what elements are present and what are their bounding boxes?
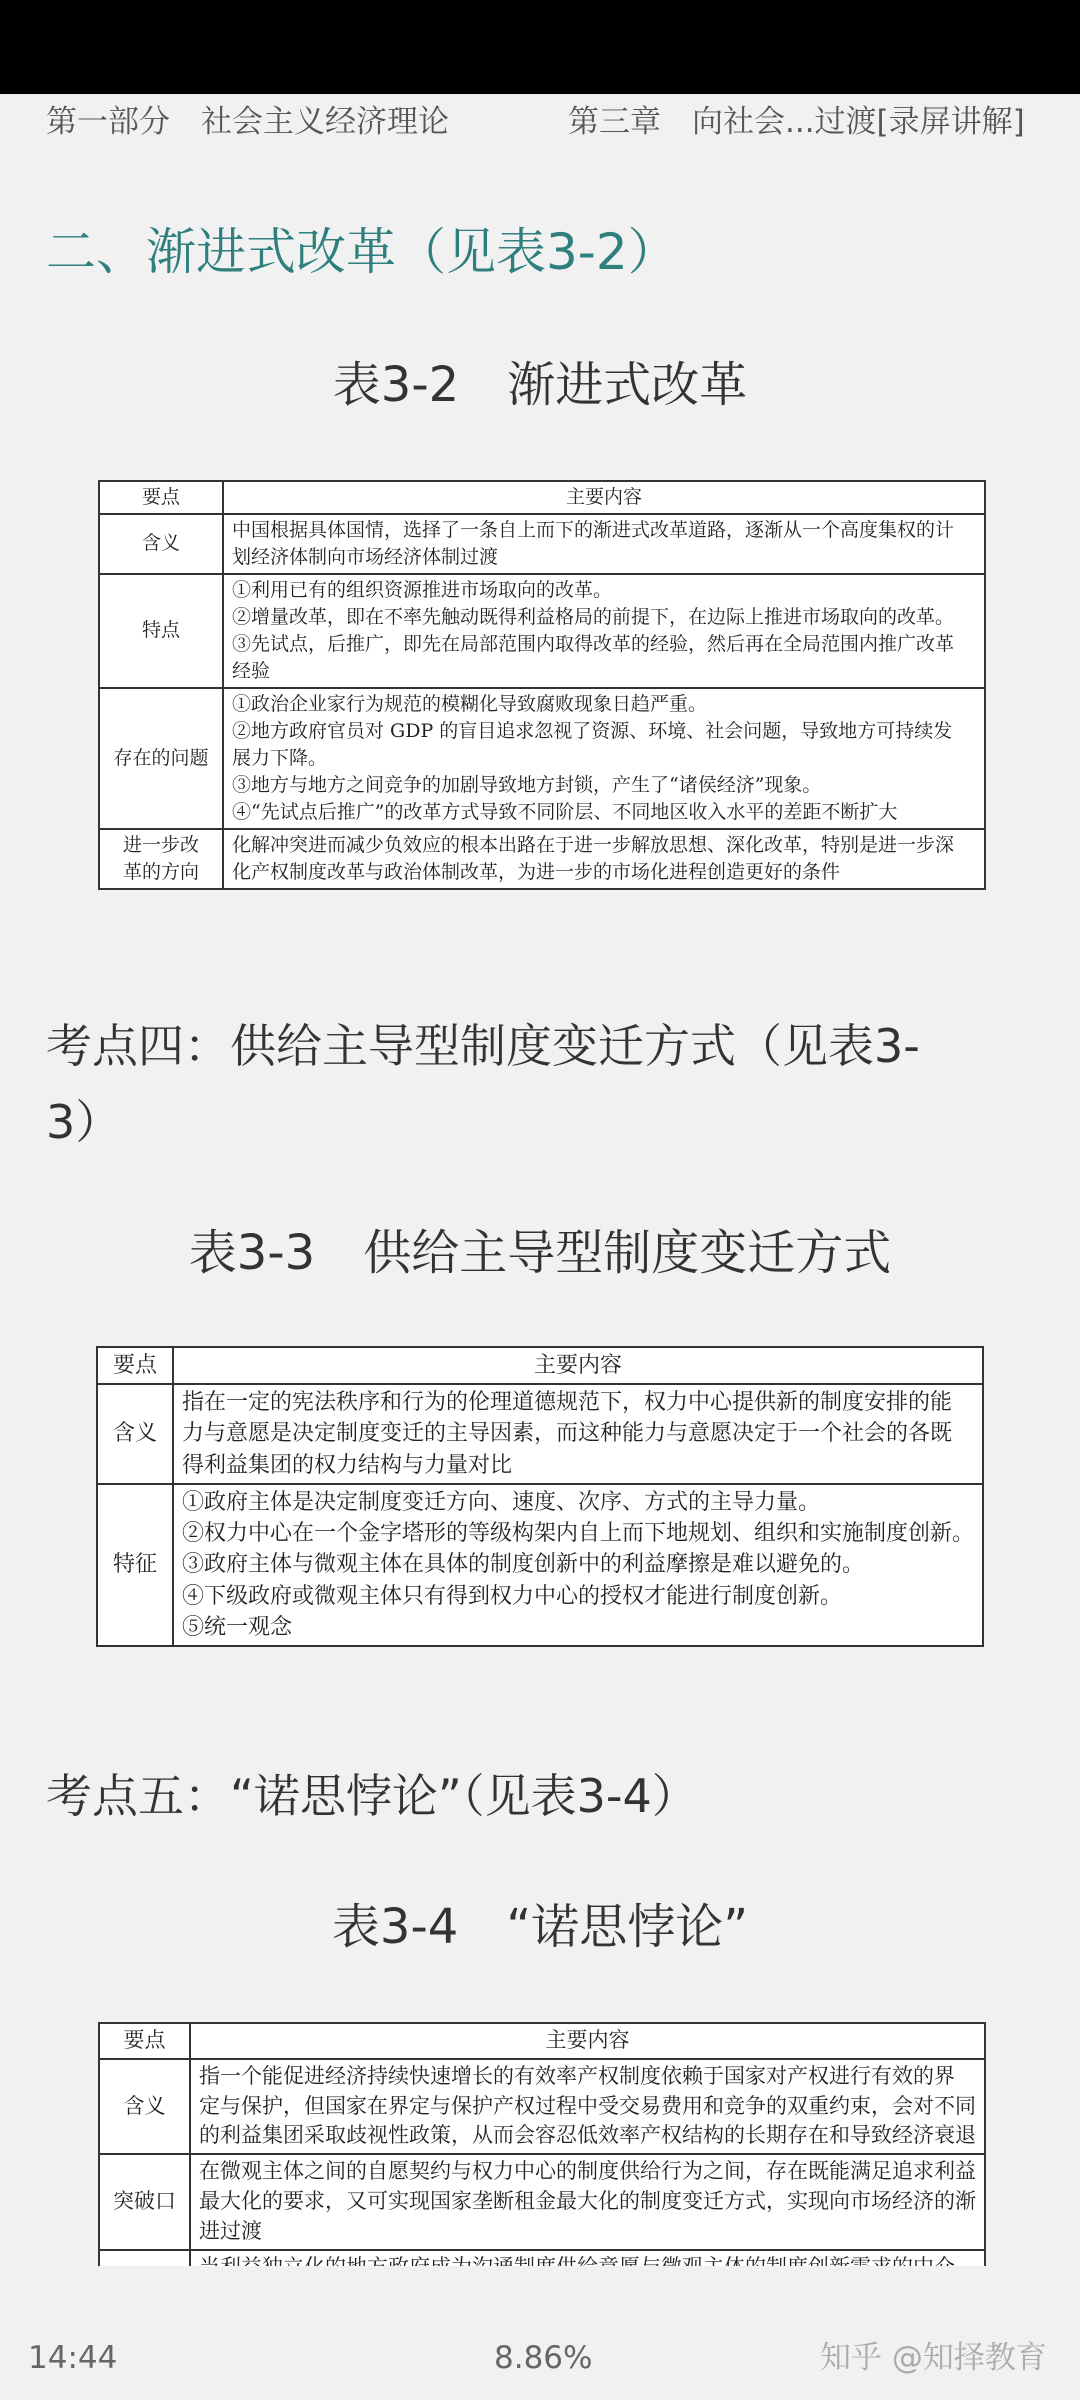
row-key-line: 革的方向: [122, 860, 199, 883]
table-header-row: [99, 481, 985, 514]
table-row: [99, 574, 985, 688]
section-heading: 二、渐进式改革（见表3-2）: [46, 223, 678, 281]
table-row: [97, 1484, 983, 1646]
chapter-title[interactable]: 第三章 向社会...过渡[录屏讲解]: [568, 104, 1025, 140]
table-row: [99, 2059, 985, 2154]
point-4-heading-line-2: 3）: [46, 1095, 122, 1149]
part-title: 第一部分 社会主义经济理论: [46, 104, 449, 140]
content-line: ④“先试点后推广”的改革方式导致不同阶层、不同地区收入水平的差距不断扩大: [232, 800, 898, 823]
row-key: [99, 829, 223, 889]
point-5-heading: 考点五：“诺思悖论”（见表3-4）: [46, 1769, 698, 1823]
row-key-line: 进一步改: [122, 833, 199, 856]
table-3-3-title: 表3-3 供给主导型制度变迁方式: [188, 1225, 892, 1281]
content-line: ⑤统一观念: [181, 1614, 292, 1640]
content-line: ③地方与地方之间竞争的加剧导致地方封锁，产生了“诸侯经济”现象。: [232, 773, 822, 796]
content-line: 进过渡: [199, 2218, 262, 2243]
table-row: [97, 1384, 983, 1484]
reader-header: [0, 94, 1080, 150]
content-line: 指在一定的宪法秩序和行为的伦理道德规范下，权力中心提供新的制度安排的能: [181, 1390, 952, 1416]
table-row: [99, 829, 985, 889]
content-line: 力与意愿是决定制度变迁的主导因素，而这种能力与意愿决定于一个社会的各既: [181, 1421, 952, 1447]
table-header-row: [97, 1347, 983, 1384]
col-header-content: 主要内容: [173, 1347, 983, 1384]
content-line: 定与保护，但国家在界定与保护产权过程中受交易费用和竞争的双重约束，会对不同: [199, 2093, 976, 2118]
table-3-2-title: 表3-2 渐进式改革: [332, 357, 748, 413]
row-key: 含义: [97, 1384, 173, 1484]
col-header-content: 主要内容: [190, 2023, 985, 2059]
row-key: 含义: [99, 514, 223, 574]
table-3-4: [98, 2022, 986, 2287]
row-content: [190, 2154, 985, 2249]
row-content: [223, 514, 985, 574]
content-line: 指一个能促进经济持续快速增长的有效率产权制度依赖于国家对产权进行有效的界: [199, 2063, 955, 2088]
clock-time: 14:44: [28, 2340, 118, 2376]
col-header-key: 要点: [99, 481, 223, 514]
content-line: ②增量改革，即在不率先触动既得利益格局的前提下，在边际上推进市场取向的改革。: [232, 605, 955, 628]
reader-footer: [0, 2340, 1080, 2390]
table-3-4-title: 表3-4 “诺思悖论”: [331, 1899, 749, 1955]
content-line: ③先试点，后推广，即先在局部范围内取得改革的经验，然后再在全局范围内推广改革: [232, 632, 955, 655]
watermark: 知乎 @知择教育: [820, 2340, 1047, 2376]
content-line: 最大化的要求，又可实现国家垄断租金最大化的制度变迁方式，实现向市场经济的渐: [199, 2189, 976, 2214]
row-key: 存在的问题: [99, 688, 223, 829]
row-key: 特征: [97, 1484, 173, 1646]
table-row: [99, 688, 985, 829]
col-header-key: 要点: [97, 1347, 173, 1384]
content-line: ①利用已有的组织资源推进市场取向的改革。: [232, 578, 613, 601]
row-content: [223, 574, 985, 688]
content-line: 得利益集团的权力结构与力量对比: [181, 1452, 512, 1478]
row-content: [223, 829, 985, 889]
row-content: [173, 1384, 983, 1484]
table-header-row: [99, 2023, 985, 2059]
row-key: 含义: [99, 2059, 190, 2154]
col-header-content: 主要内容: [223, 481, 985, 514]
content-line: 的利益集团采取歧视性政策，从而会容忍低效率产权结构的长期存在和导致经济衰退: [199, 2123, 976, 2148]
status-bar: [0, 0, 1080, 94]
content-line: 在微观主体之间的自愿契约与权力中心的制度供给行为之间，存在既能满足追求利益: [199, 2159, 976, 2184]
table-row: [99, 514, 985, 574]
content-line: 展力下降。: [232, 746, 328, 769]
content-line: 中国根据具体国情，选择了一条自上而下的渐进式改革道路，逐渐从一个高度集权的计: [232, 518, 955, 541]
content-line: 经验: [232, 659, 271, 682]
content-line: ④下级政府或微观主体只有得到权力中心的授权才能进行制度创新。: [181, 1583, 842, 1609]
content-line: ①政治企业家行为规范的模糊化导致腐败现象日趋严重。: [232, 692, 708, 715]
content-line: 划经济体制向市场经济体制过渡: [232, 545, 499, 568]
content-line: 化解冲突进而减少负效应的根本出路在于进一步解放思想、深化改革，特别是进一步深: [232, 833, 955, 856]
reading-progress: 8.86%: [494, 2340, 593, 2376]
content-line: ②地方政府官员对 GDP 的盲目追求忽视了资源、环境、社会问题，导致地方可持续发: [232, 719, 953, 742]
row-content: [173, 1484, 983, 1646]
row-key: 突破口: [99, 2154, 190, 2249]
col-header-key: 要点: [99, 2023, 190, 2059]
table-3-3: [96, 1346, 984, 1647]
row-content: [223, 688, 985, 829]
row-key: 特点: [99, 574, 223, 688]
point-4-heading-line-1: 考点四：供给主导型制度变迁方式（见表3-: [46, 1019, 920, 1073]
table-row: [99, 2154, 985, 2249]
content-line: ①政府主体是决定制度变迁方向、速度、次序、方式的主导力量。: [181, 1489, 820, 1515]
row-content: [190, 2059, 985, 2154]
content-line: ②权力中心在一个金字塔形的等级构架内自上而下地规划、组织和实施制度创新。: [181, 1521, 974, 1547]
content-line: 化产权制度改革与政治体制改革，为进一步的市场化进程创造更好的条件: [232, 860, 841, 883]
table-3-2: [98, 480, 986, 890]
content-line: ③政府主体与微观主体在具体的制度创新中的利益摩擦是难以避免的。: [181, 1552, 864, 1578]
